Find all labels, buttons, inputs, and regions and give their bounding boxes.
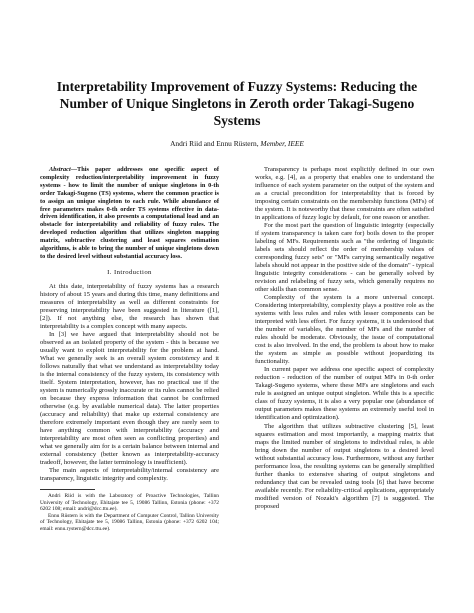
author-line (38, 139, 436, 148)
linguistic-integrity-paragraph: For the most part the question of linguistic integrity (especially if system transparency is taken care for) boils down to the proper labeling of MFs. Requirements such as "the ordering of linguistic labels sets should reflect the order of membership values of corresponding fuzzy sets" or "MFs carrying semantically negative labels should not appear in the positive side of the domain" - typical linguistic integrity considerations - can be generally solved by revision and relabeling of fuzzy sets, which generally requires no other skills than common sense. (255, 222, 434, 294)
abstract (40, 166, 219, 261)
intro-paragraph-2-part-b: and it follows naturally that what we understand as interpretability today is the internal consistency of the fuzzy system, its consistency with itself. System interpretation, however, has no practical use if the system is numerically grossly inaccurate or its rules cannot be relied on because they express information that cannot be confirmed otherwise (e.g. by available numerical data). The latter properties (accuracy and reliability) that make up external consistency are therefore extremely important even though they are rarely seen to have anything common with interpretability (accuracy and interpretability are most often seen as conflicting properties) and what we generally aim for is a certain balance between internal and external consistency (better known as interpretability-accuracy tradeoff, however, the latter terminology is insufficient). (40, 355, 219, 467)
author-names: Andri Riid and Ennu Rüstern, (170, 139, 259, 148)
footnote-author-2: Ennu Rüstern is with the Department of Computer Control, Tallinn University of Technology, Ehitajate tee 5, 19086 Tallinn, Estonia (phone: +372 6202 104; email: ennu.rystern@dcc.ttu.ee). (40, 512, 219, 532)
abstract-label: Abstract (49, 166, 71, 173)
right-column (255, 166, 434, 511)
intro-paragraph-2-emphasis: consistency (169, 355, 200, 363)
intro-paragraph-2 (40, 331, 219, 467)
author-role: Member, IEEE (260, 139, 304, 148)
abstract-text: —This paper addresses one specific aspect of complexity reduction/interpretability improvement in fuzzy systems - how to limit the number of unique singletons in 0-th order Takagi-Sugeno (TS) systems, where the common practice is to assign an unique singleton to each rule. While abundance of free parameters makes 0-th order TS systems effective in data-driven identification, it also presents a computational load and an obstacle for interpretability and reliability of fuzzy rules. The developed reduction algorithm that utilizes singleton mapping matrix, subtractive clustering and least squares estimation algorithms, is able to bring the number of unique singletons down to the desired level without substantial accuracy loss. (40, 166, 219, 260)
algorithm-paragraph: The algorithm that utilizes subtractive clustering [5], least squares estimation and most importantly, a mapping matrix that maps the limited number of singletons to individual rules, is able bring down the number of output singletons to a desired level without substantial accuracy loss. Furthermore, without any further performance loss, the resulting systems can be generally simplified further thanks to extensive sharing of output singletons and redundancy that can be revealed using tools [6] that have become available recently. For reliability-critical applications, appropriately modified version of Nozaki's algorithm [7] is suggested. The proposed (255, 422, 434, 510)
section-heading-introduction: I. Introduction (107, 268, 152, 276)
intro-paragraph-2-part-a: In [3] we have argued that interpretability should not be observed as an isolated property of the system - this is because we usually want to exploit interpretability for the problem at hand. What we generally seek is an overall system (40, 330, 219, 363)
paper-title: Interpretability Improvement of Fuzzy Systems: Reducing the Number of Unique Singletons in Zeroth order Takagi-Sugeno Systems (56, 79, 418, 128)
complexity-paragraph: Complexity of the system is a more universal concept. Considering interpretability, complexity plays a positive role as the systems with less rules and rules with lesser components can be interpreted with less effort. For fuzzy systems, it is understood that the number of variables, the number of MFs and the number of rules should be moderate. Obviously, the issue of computational cost is also involved. In the end, the problem is about how to make the system as simple as possible without jeopardizing its functionality. (255, 294, 434, 366)
footnote-author-1: Andri Riid is with the Laboratory of Proactive Technologies, Tallinn University of Technology, Ehitajate tee 5, 19086 Tallinn, Estonia (phone: +372 6202 108; email: andri@dcc.ttu.ee). (40, 493, 219, 513)
left-column (40, 166, 219, 532)
footnote-divider (40, 489, 95, 490)
transparency-paragraph: Transparency is perhaps most explicitly defined in our own works, e.g. [4], as a property that enables one to understand the influence of each system parameter on the output of the system and as a crucial precondition for interpretability that is forced by imposing certain constraints on the membership functions (MFs) of the system. It is noteworthy that these constraints are often satisfied in applications of fuzzy logic by default, for one reason or another. (255, 166, 434, 222)
intro-paragraph-1: At this date, interpretability of fuzzy systems has a research history of about 15 years and during this time, many definitions and measures of interpretability as well as different constraints for preserving interpretability have been suggested in literature ([1], [2]). If not anything else, the research has shown that interpretability is a complex concept with many aspects. (40, 282, 219, 330)
current-paper-paragraph: In current paper we address one specific aspect of complexity reduction - reduction of the number of output MFs in 0-th order Takagi-Sugeno systems, where these MFs are singletons and each rule is assigned an unique output singleton. While this is a specific class of fuzzy systems, it is also a very popular one (abundance of output parameters makes these systems an extremely useful tool in identification and optimization). (255, 366, 434, 422)
intro-paragraph-3: The main aspects of interpretability/internal consistency are transparency, linguistic integrity and complexity. (40, 467, 219, 483)
